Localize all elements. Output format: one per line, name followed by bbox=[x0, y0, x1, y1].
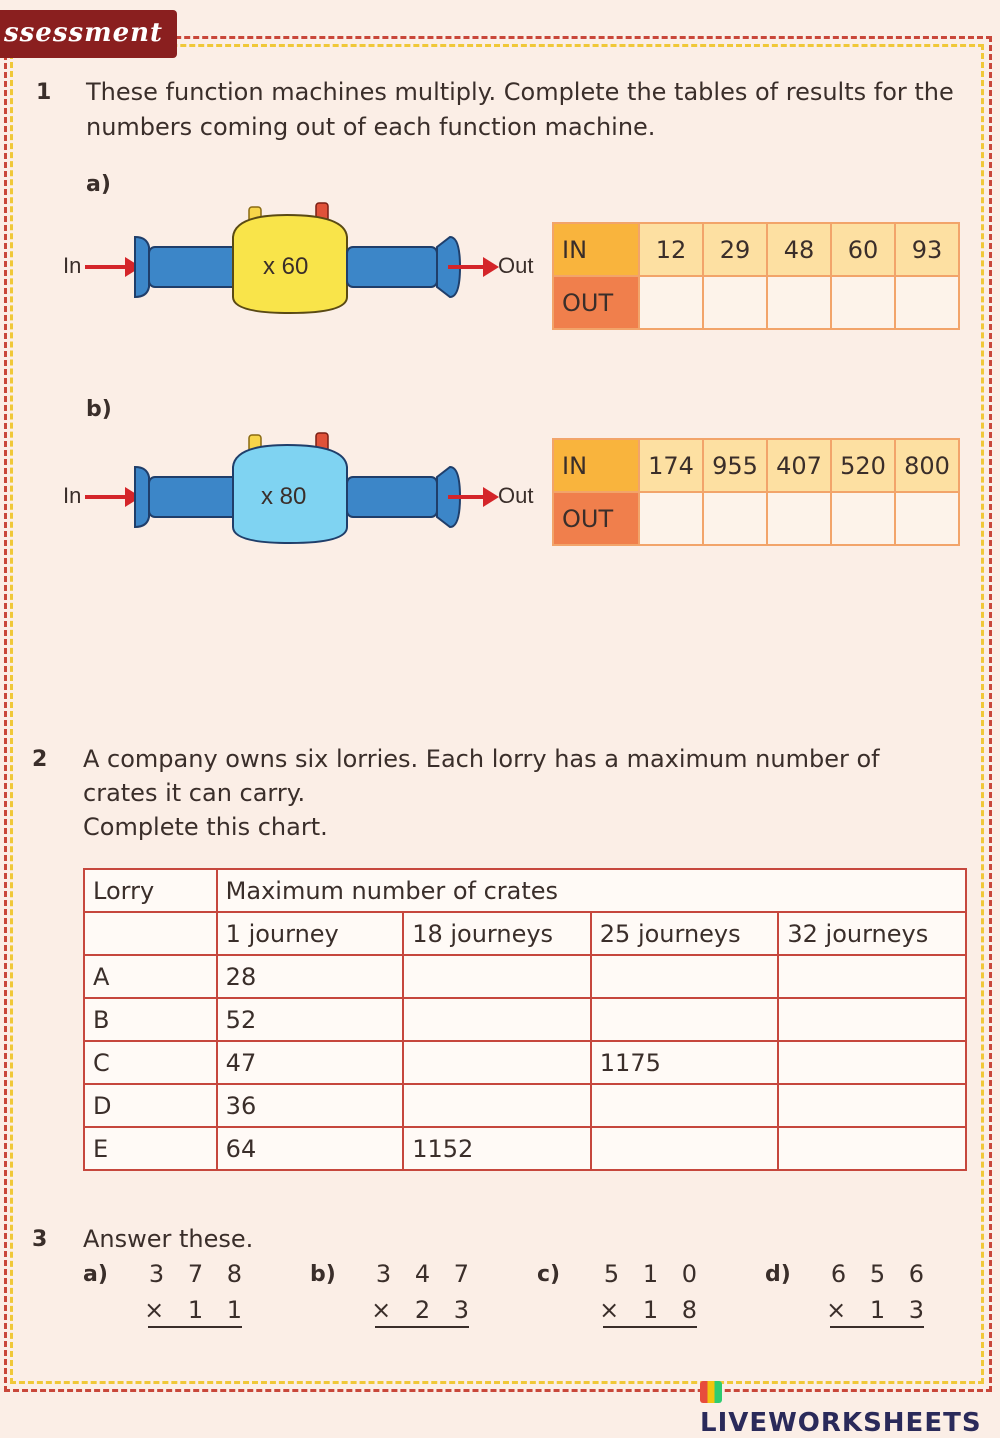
table-b-out-answer-box[interactable] bbox=[639, 492, 703, 545]
crates-1-journey: 28 bbox=[217, 955, 404, 998]
q3-part-b-label: b) bbox=[310, 1262, 336, 1287]
table-b-in-value: 407 bbox=[767, 439, 831, 492]
crates-25-journeys[interactable] bbox=[591, 998, 779, 1041]
function-table-b bbox=[552, 438, 960, 546]
lorry-chart bbox=[83, 868, 967, 1171]
q1-part-a-label: a) bbox=[86, 172, 111, 197]
brand-mark-icon bbox=[700, 1381, 722, 1403]
q3-c-underline bbox=[603, 1326, 697, 1328]
table-a-out-answer-box[interactable] bbox=[831, 276, 895, 329]
lorry-name: B bbox=[84, 998, 217, 1041]
machine-b-operation: x 80 bbox=[261, 483, 307, 510]
question-2-number: 2 bbox=[32, 747, 48, 772]
table-a-in-value: 48 bbox=[767, 223, 831, 276]
machine-b-out-label: Out bbox=[498, 483, 534, 508]
table-b-in-value: 520 bbox=[831, 439, 895, 492]
q3-part-d-label: d) bbox=[765, 1262, 791, 1287]
q3-a-underline bbox=[148, 1326, 242, 1328]
table-a-out-answer-box[interactable] bbox=[703, 276, 767, 329]
crates-1-journey: 52 bbox=[217, 998, 404, 1041]
q3-part-a-label: a) bbox=[83, 1262, 108, 1287]
q3-c-bottom: × 1 8 bbox=[599, 1296, 705, 1324]
q3-d-bottom: × 1 3 bbox=[826, 1296, 932, 1324]
q3-d-top: 6 5 6 bbox=[830, 1260, 932, 1288]
crates-25-journeys[interactable] bbox=[591, 955, 779, 998]
table-a-in-value: 93 bbox=[895, 223, 959, 276]
crates-25-journeys: 1175 bbox=[591, 1041, 779, 1084]
subheader-1-journey: 1 journey bbox=[217, 912, 404, 955]
table-b-in-value: 800 bbox=[895, 439, 959, 492]
machine-a-out-label: Out bbox=[498, 253, 534, 278]
question-3-number: 3 bbox=[32, 1227, 48, 1252]
crates-18-journeys[interactable] bbox=[403, 998, 591, 1041]
subheader-18-journeys: 18 journeys bbox=[403, 912, 591, 955]
question-2-text-line2: crates it can carry. bbox=[83, 779, 306, 807]
crates-32-journeys[interactable] bbox=[778, 998, 966, 1041]
table-a-in-value: 60 bbox=[831, 223, 895, 276]
crates-32-journeys[interactable] bbox=[778, 1084, 966, 1127]
machine-a-in-label: In bbox=[63, 253, 82, 278]
function-table-a bbox=[552, 222, 960, 330]
q3-b-top: 3 4 7 bbox=[375, 1260, 477, 1288]
table-a-out-answer-box[interactable] bbox=[767, 276, 831, 329]
question-1-text-line1: These function machines multiply. Complete the tables of results for the bbox=[86, 78, 954, 106]
table-a-out-header: OUT bbox=[553, 276, 639, 329]
crates-32-journeys[interactable] bbox=[778, 1041, 966, 1084]
crates-18-journeys: 1152 bbox=[403, 1127, 591, 1170]
q1-part-b-label: b) bbox=[86, 397, 112, 422]
table-b-out-answer-box[interactable] bbox=[831, 492, 895, 545]
section-tab: ssessment bbox=[0, 10, 177, 58]
table-b-out-header: OUT bbox=[553, 492, 639, 545]
q3-d-underline bbox=[830, 1326, 924, 1328]
header-lorry: Lorry bbox=[84, 869, 217, 912]
machine-b-in-label: In bbox=[63, 483, 82, 508]
crates-25-journeys[interactable] bbox=[591, 1127, 779, 1170]
crates-25-journeys[interactable] bbox=[591, 1084, 779, 1127]
table-b-in-value: 955 bbox=[703, 439, 767, 492]
lorry-name: E bbox=[84, 1127, 217, 1170]
crates-18-journeys[interactable] bbox=[403, 1084, 591, 1127]
table-row bbox=[84, 1084, 966, 1127]
table-row bbox=[84, 955, 966, 998]
table-b-in-header: IN bbox=[553, 439, 639, 492]
table-a-in-header: IN bbox=[553, 223, 639, 276]
blank-cell bbox=[84, 912, 217, 955]
crates-32-journeys[interactable] bbox=[778, 955, 966, 998]
function-machine-a bbox=[55, 195, 550, 330]
lorry-name: C bbox=[84, 1041, 217, 1084]
q3-a-bottom: × 1 1 bbox=[144, 1296, 250, 1324]
table-row bbox=[84, 1041, 966, 1084]
table-b-out-answer-box[interactable] bbox=[767, 492, 831, 545]
header-max-crates: Maximum number of crates bbox=[217, 869, 966, 912]
table-b-out-answer-box[interactable] bbox=[703, 492, 767, 545]
table-row bbox=[84, 998, 966, 1041]
question-2-text-line3: Complete this chart. bbox=[83, 813, 328, 841]
table-a-out-answer-box[interactable] bbox=[895, 276, 959, 329]
machine-a-operation: x 60 bbox=[263, 253, 309, 280]
table-row bbox=[84, 1127, 966, 1170]
arrow-right-icon bbox=[483, 257, 499, 277]
table-a-out-answer-box[interactable] bbox=[639, 276, 703, 329]
q3-a-top: 3 7 8 bbox=[148, 1260, 250, 1288]
q3-b-underline bbox=[375, 1326, 469, 1328]
crates-1-journey: 47 bbox=[217, 1041, 404, 1084]
question-2-text-line1: A company owns six lorries. Each lorry has a maximum number of bbox=[83, 745, 880, 773]
table-b-out-answer-box[interactable] bbox=[895, 492, 959, 545]
lorry-name: D bbox=[84, 1084, 217, 1127]
question-1-text-line2: numbers coming out of each function machine. bbox=[86, 113, 656, 141]
brand-logo bbox=[700, 1378, 1000, 1438]
q3-b-bottom: × 2 3 bbox=[371, 1296, 477, 1324]
question-3-text: Answer these. bbox=[83, 1225, 254, 1253]
q3-part-c-label: c) bbox=[537, 1262, 561, 1287]
table-b-in-value: 174 bbox=[639, 439, 703, 492]
arrow-right-icon bbox=[483, 487, 499, 507]
crates-32-journeys[interactable] bbox=[778, 1127, 966, 1170]
q3-c-top: 5 1 0 bbox=[603, 1260, 705, 1288]
lorry-name: A bbox=[84, 955, 217, 998]
function-machine-b bbox=[55, 425, 550, 560]
crates-1-journey: 36 bbox=[217, 1084, 404, 1127]
crates-1-journey: 64 bbox=[217, 1127, 404, 1170]
brand-name: LIVEWORKSHEETS bbox=[700, 1408, 982, 1438]
subheader-32-journeys: 32 journeys bbox=[778, 912, 966, 955]
question-1-number: 1 bbox=[36, 80, 52, 105]
crates-18-journeys[interactable] bbox=[403, 1041, 591, 1084]
table-a-in-value: 12 bbox=[639, 223, 703, 276]
crates-18-journeys[interactable] bbox=[403, 955, 591, 998]
subheader-25-journeys: 25 journeys bbox=[591, 912, 779, 955]
table-a-in-value: 29 bbox=[703, 223, 767, 276]
